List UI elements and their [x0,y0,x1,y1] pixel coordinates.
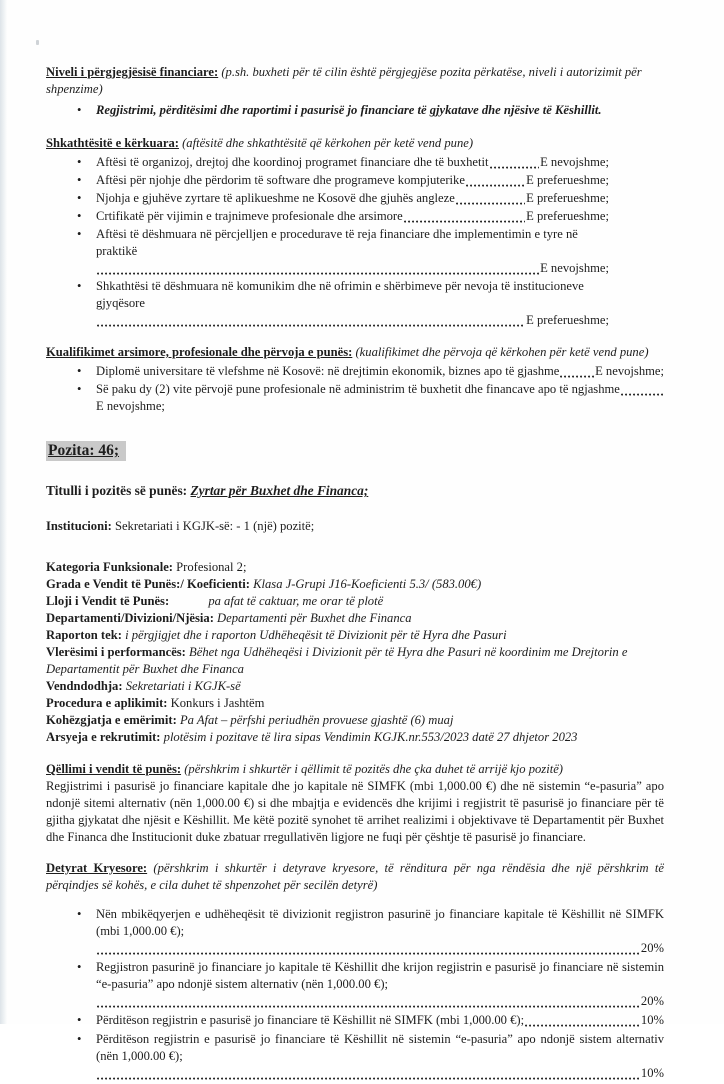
field-label: Raporton tek: [46,628,122,642]
field-value: Departamenti për Buxhet dhe Financa [217,611,412,625]
purpose-heading-paragraph [46,761,664,778]
list-item [96,190,609,207]
qualifications-heading-paragraph [46,344,664,361]
purpose-heading: Qëllimi i vendit të punës: [46,762,182,776]
list-item [96,363,664,380]
list-item [96,172,609,189]
skill-rating: E preferueshme; [526,313,609,327]
skills-list [46,154,664,329]
institution-row [46,518,664,535]
skills-heading: Shkathtësitë e kërkuara: [46,136,179,150]
list-item [96,102,664,119]
list-item [96,226,609,277]
field-label: Arsyeja e rekrutimit: [46,730,161,744]
financial-responsibility-note: (p.sh. buxheti për të cilin është përgjegjëse pozita përkatëse, niveli i autorizimit për shpenzime) [46,65,642,96]
field-label: Departamenti/Divizioni/Njësia: [46,611,214,625]
financial-bullet-text: Regjistrimi, përditësimi dhe raportimi i pasurisë jo financiare të gjykatave dhe njësive të Këshillit. [96,103,602,117]
qualifications-list [46,363,664,415]
list-item [96,959,664,1010]
duty-percent: 10% [640,1013,664,1027]
dot-leader [524,1017,641,1029]
field-value: plotësim i pozitave të lira sipas Vendimin KGJK.nr.553/2023 datë 27 dhjetor 2023 [163,730,578,744]
dot-leader [96,317,526,329]
duties-list [46,906,664,1082]
qualification-rating: E nevojshme; [96,399,165,413]
qualification-text: • Diplomë universitare të vlefshme në Kosovë: në drejtimin ekonomik, biznes apo të gjashme [96,364,560,378]
purpose-body: Regjistrimi i pasurisë jo financiare kapitale dhe jo kapitale në SIMFK (mbi 1,000.00 €) dhe në sistemin “e-pasuria” apo ndonjë sitemi alternativ (nën 1,000.00 €) si dhe mbajtja e evidencës dhe krijimi i regjistrit të pasurisë jo financiare për të gjitha gjykatat dhe njësit e Këshillit. Me këtë pozitë synohet të arrihet realizimi i objektivave të Departamentit për Buxhet dhe Financa dhe Institucionit duke zbatuar rregullativën ligjore ne fuqi për çështje të pasurisë jo financiare. [46,779,664,844]
financial-responsibility-heading: Niveli i përgjegjësisë financiare: [46,65,219,79]
position-title-label: Titulli i pozitës së punës: [46,483,188,498]
dot-leader [96,998,641,1010]
position-number: Pozita: 46; [46,441,126,461]
field-label: Kohëzgjatja e emërimit: [46,713,177,727]
dot-leader [489,159,541,171]
duties-heading-paragraph [46,860,664,894]
scan-edge-shadow [0,0,7,1024]
list-item [96,1031,664,1082]
skill-rating: E preferueshme; [526,209,609,223]
position-title-row [46,482,664,499]
skill-text: • Aftësi të organizoj, drejtoj dhe koordinoj programet financiare dhe të buxhetit [96,155,489,169]
duties-note: (përshkrim i shkurtër i detyrave kryesore, të rënditura për nga rëndësia dhe një përshkrim të përqindjes së kohës, e cila duhet të shpenzohet për secilën detyrë) [46,861,664,892]
duty-percent: 20% [640,941,664,955]
list-item [96,906,664,957]
purpose-note: (përshkrim i shkurtër i qëllimit të pozitës dhe çka duhet të arrijë kjo pozitë) [184,762,563,776]
field-row [46,695,664,712]
list-item [96,278,609,329]
duties-heading: Detyrat Kryesore: [46,861,148,875]
qualification-rating: E nevojshme; [595,364,664,378]
skill-text: • Aftësi të dëshmuara në përcjelljen e procedurave të reja financiare dhe implementimin e tyre në praktikë [96,227,578,258]
field-value: pa afat të caktuar, me orar të plotë [208,594,384,608]
financial-bullet-list [46,102,664,119]
dot-leader [455,195,526,207]
duty-percent: 20% [640,994,664,1008]
qualifications-heading: Kualifikimet arsimore, profesionale dhe përvoja e punës: [46,345,353,359]
field-value: Sekretariati i KGJK-së [125,679,241,693]
qualification-text: • Së paku dy (2) vite përvojë pune profesionale në administrim të buxhetit dhe financave apo të ngjashme [96,382,620,396]
institution-label: Institucioni: [46,519,112,533]
scan-speck [36,40,39,45]
duty-text: • Përditëson regjistrin e pasurisë jo financiare të Këshillit në SIMFK (mbi 1,000.00 €); [96,1013,525,1027]
duty-percent: 10% [640,1066,664,1080]
list-item [96,154,609,171]
purpose-section [46,761,664,846]
dot-leader [559,368,595,380]
skill-rating: E nevojshme; [540,261,609,275]
duty-text: • Nën mbikëqyerjen e udhëheqësit të divizionit regjistron pasurinë jo financiare kapitale të Këshillit në SIMFK (mbi 1,000.00 €); [96,907,664,938]
financial-responsibility-paragraph [46,64,664,98]
list-item [96,208,609,225]
field-row [46,593,664,610]
list-item [96,1012,664,1029]
skill-rating: E preferueshme; [526,173,609,187]
field-value: Konkurs i Jashtëm [170,696,265,710]
field-value: Pa Afat – përfshi periudhën provuese gjashtë (6) muaj [179,713,454,727]
position-fields [46,559,664,746]
skill-rating: E preferueshme; [526,191,609,205]
field-row [46,576,664,593]
field-row [46,712,664,729]
skills-heading-paragraph [46,135,664,152]
field-value: Profesional 2; [176,560,247,574]
dot-leader [96,1070,641,1082]
document-content [46,64,664,1084]
dot-leader [465,177,526,189]
field-value: Klasa J-Grupi J16-Koeficienti 5.3/ (583.00€) [253,577,482,591]
skill-rating: E nevojshme; [540,155,609,169]
duty-text: • Përditëson regjistrin e pasurisë jo financiare të Këshillit në sistemin “e-pasuria” apo ndonjë sistem alternativ (nën 1,000.00 €); [96,1032,664,1063]
skill-text: • Crtifikatë për vijimin e trajnimeve profesionale dhe arsimore [96,209,403,223]
field-label: Kategoria Funksionale: [46,560,173,574]
skill-text: • Njohja e gjuhëve zyrtare të aplikueshme ne Kosovë dhe gjuhës angleze [96,191,455,205]
field-label: Vlerësimi i performancës: [46,645,186,659]
field-row [46,644,664,678]
institution-value: Sekretariati i KGJK-së: - 1 (një) pozitë; [114,519,315,533]
field-row [46,627,664,644]
skill-text: • Aftësi për njohje dhe përdorim të software dhe programeve kompjuterike [96,173,465,187]
field-label: Procedura e aplikimit: [46,696,168,710]
field-row [46,678,664,695]
list-item [96,381,664,415]
dot-leader [403,213,526,225]
field-label: Lloji i Vendit të Punës: [46,594,170,608]
position-title-value: Zyrtar për Buxhet dhe Financa; [190,483,369,498]
field-value: i përgjigjet dhe i raporton Udhëheqësit të Divizionit për të Hyra dhe Pasuri [125,628,507,642]
duty-text: • Regjistron pasurinë jo financiare jo kapitale të Këshillit dhe krijon regjistrin e pasurisë jo financiare në sistemin “e-pasuria” apo ndonjë sistem alternativ (nën 1,000.00 €); [96,960,664,991]
field-label: Vendndodhja: [46,679,123,693]
field-row [46,729,664,746]
duties-section [46,860,664,1082]
position-number-row [46,441,664,461]
dot-leader [620,386,664,398]
field-row [46,610,664,627]
field-label: Grada e Vendit të Punës:/ Koeficienti: [46,577,250,591]
dot-leader [96,945,641,957]
skills-note: (aftësitë dhe shkathtësitë që kërkohen për ketë vend pune) [182,136,474,150]
qualifications-note: (kualifikimet dhe përvoja që kërkohen për ketë vend pune) [355,345,649,359]
dot-leader [96,265,540,277]
skill-text: • Shkathtësi të dëshmuara në komunikim dhe në ofrimin e shërbimeve për nevoja të institucioneve gjyqësore [96,279,584,310]
field-row [46,559,664,576]
field-value: Bëhet nga Udhëheqësi i Divizionit për të Hyra dhe Pasuri në koordinim me Drejtorin e Departamentit për Buxhet dhe Financa [46,645,628,676]
